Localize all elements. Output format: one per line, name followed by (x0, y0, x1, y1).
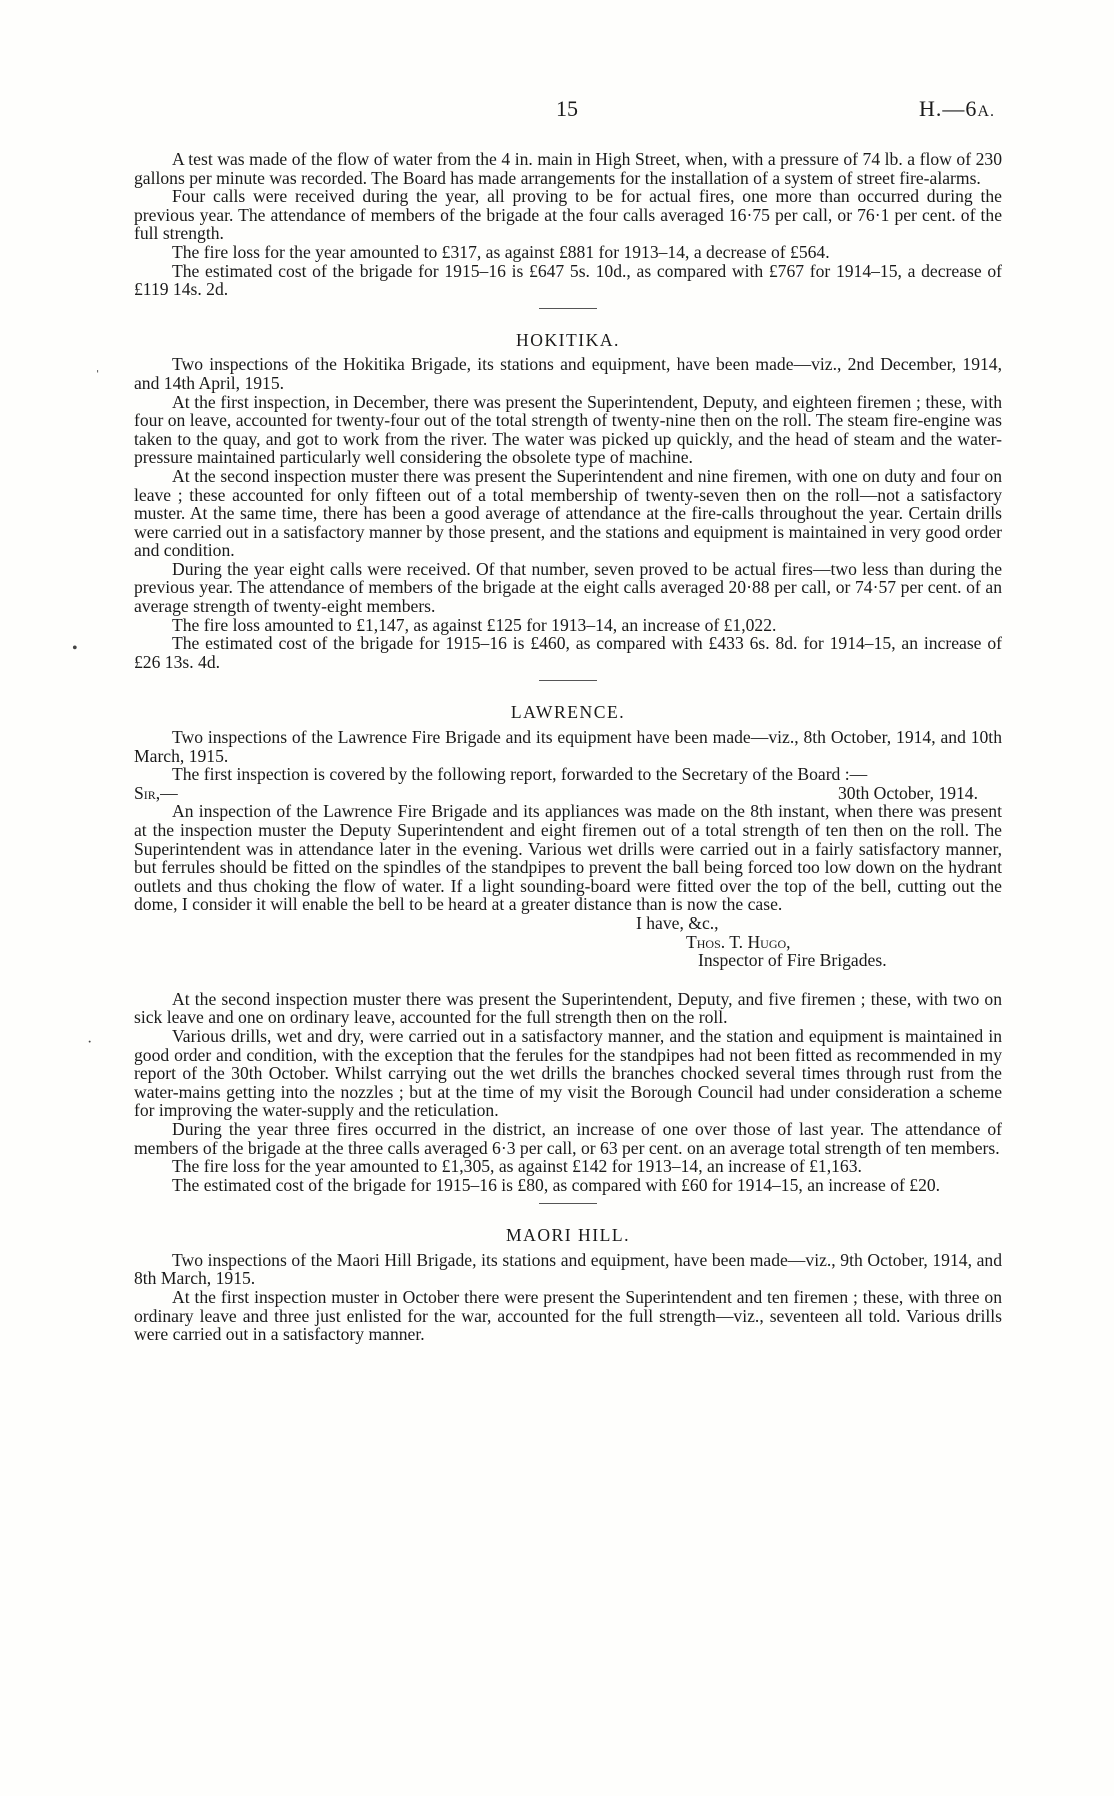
margin-speck: · (87, 1034, 93, 1051)
page-number: 15 (556, 96, 578, 121)
paragraph: At the first inspection muster in October there were present the Superintendent and ten firemen ; these, with three on ordinary leave and three just enlisted for the war, accounted for the full strength—viz., seventeen all told. Various drills were carried out in a satisfactory manner. (134, 1287, 1002, 1345)
paragraph: Four calls were received during the year, all proving to be for actual fires, one more than occurred during the previous year. The attendance of members of the brigade at the four calls averaged 16·75 per call, or 76·1 per cent. of the full strength. (134, 186, 1002, 244)
letter-header (134, 784, 1002, 803)
document-reference-suffix: A. (977, 103, 995, 120)
paragraph: At the second inspection muster there was present the Superintendent, Deputy, and five firemen ; these, with two on sick leave and one on ordinary leave, accounted for the full strength then on the roll. (134, 988, 1002, 1028)
paragraph: The fire loss amounted to £1,147, as against £125 for 1913–14, an increase of £1,022. (172, 614, 777, 635)
letter-salutation: Sir,— (134, 782, 178, 803)
section-divider (539, 308, 597, 309)
letter-signatory-title: Inspector of Fire Brigades. (698, 950, 887, 971)
document-reference-main: H.—6 (919, 96, 978, 121)
section-heading: LAWRENCE. (510, 702, 626, 723)
paragraph: The first inspection is covered by the following report, forwarded to the Secretary of the Board :— (172, 764, 868, 785)
maori-hill-section (134, 1226, 1002, 1344)
paragraph: At the second inspection muster there was present the Superintendent and nine firemen, with one on duty and four on leave ; these accounted for only fifteen out of a total membership of twenty-seven then on the roll—not a satisfactory muster. At the same time, there has been a good average of attendance at the fire-calls throughout the year. Certain drills were carried out in a satisfactory manner by those present, and the stations and equipment is maintained in very good order and condition. (134, 465, 1002, 561)
paragraph: During the year three fires occurred in the district, an increase of one over those of last year. The attendance of members of the brigade at the three calls averaged 6·3 per call, or 63 per cent. on an average total strength of ten members. (134, 1118, 1002, 1158)
page-header (0, 96, 1114, 124)
paragraph: The estimated cost of the brigade for 1915–16 is £80, as compared with £60 for 1914–15, an increase of £20. (172, 1174, 941, 1195)
paragraph: A test was made of the flow of water from the 4 in. main in High Street, when, with a pressure of 74 lb. a flow of 230 gallons per minute was recorded. The Board has made arrangements for the installation of a system of street fire-alarms. (134, 149, 1002, 188)
section-divider (539, 680, 597, 681)
paragraph: At the first inspection, in December, there was present the Superintendent, Deputy, and eighteen firemen ; these, with four on leave, accounted for twenty-four out of the total strength of twenty-nine then on the roll. The steam fire-engine was taken to the quay, and got to work from the river. The water was picked up quickly, and the head of steam and the water-pressure maintained particularly well considering the obsolete type of machine. (134, 391, 1002, 468)
margin-speck: ˈ (95, 368, 101, 385)
page-body (134, 150, 1002, 1344)
section-divider (539, 1203, 597, 1204)
letter-closing: I have, &c., (636, 912, 719, 933)
document-reference (919, 96, 995, 122)
paragraph: The fire loss for the year amounted to £1,305, as against £142 for 1913–14, an increase of £1,163. (172, 1156, 862, 1177)
letter-signatory: Thos. T. Hugo, (686, 931, 791, 952)
paragraph: The estimated cost of the brigade for 1915–16 is £647 5s. 10d., as compared with £767 for 1914–15, a decrease of £119 14s. 2d. (134, 260, 1002, 300)
paragraph: During the year eight calls were received. Of that number, seven proved to be actual fires—two less than during the previous year. The attendance of members of the brigade at the eight calls averaged 20·88 per call, or 74·57 per cent. of an average strength of twenty-eight members. (134, 558, 1002, 617)
hokitika-section (134, 331, 1002, 672)
intro-section (134, 150, 1002, 299)
paragraph: Two inspections of the Hokitika Brigade, its stations and equipment, have been made—viz., 2nd December, 1914, and 14th April, 1915. (134, 354, 1002, 393)
lawrence-section (134, 703, 1002, 1194)
paragraph: The fire loss for the year amounted to £317, as against £881 for 1913–14, a decrease of £564. (172, 241, 830, 262)
paragraph: The estimated cost of the brigade for 1915–16 is £460, as compared with £433 6s. 8d. for 1914–15, an increase of £26 13s. 4d. (134, 633, 1002, 672)
letter-date: 30th October, 1914. (837, 782, 978, 803)
paragraph: Two inspections of the Maori Hill Brigade, its stations and equipment, have been made—viz., 9th October, 1914, and 8th March, 1915. (134, 1249, 1002, 1289)
paragraph: Two inspections of the Lawrence Fire Brigade and its equipment have been made—viz., 8th October, 1914, and 10th March, 1915. (134, 727, 1002, 766)
letter-body: An inspection of the Lawrence Fire Brigade and its appliances was made on the 8th instant, when there was present at the inspection muster the Deputy Superintendent and eight firemen out of a total strength of ten then on the roll. The Superintendent was in attendance later in the evening. Various wet drills were carried out in a fairly satisfactory manner, but ferrules should be fitted on the spindles of the standpipes to prevent the ball being forced too low down on the hydrant outlets and thus choking the flow of water. If a light sounding-board were fitted over the top of the bell, cutting out the dome, I consider it will enable the bell to be heard at a greater distance than is now the case. (134, 801, 1002, 915)
section-heading: HOKITIKA. (516, 329, 620, 350)
margin-speck: • (72, 640, 78, 657)
section-heading: MAORI HILL. (505, 1225, 630, 1246)
paragraph: Various drills, wet and dry, were carried out in a satisfactory manner, and the station and equipment is maintained in good order and condition, with the exception that the ferules for the standpipes had not been fitted as recommended in my report of the 30th October. Whilst carrying out the wet drills the branches chocked several times through rust from the water-mains getting into the nozzles ; but at the time of my visit the Borough Council had under consideration a scheme for improving the water-supply and the reticulation. (134, 1025, 1002, 1121)
